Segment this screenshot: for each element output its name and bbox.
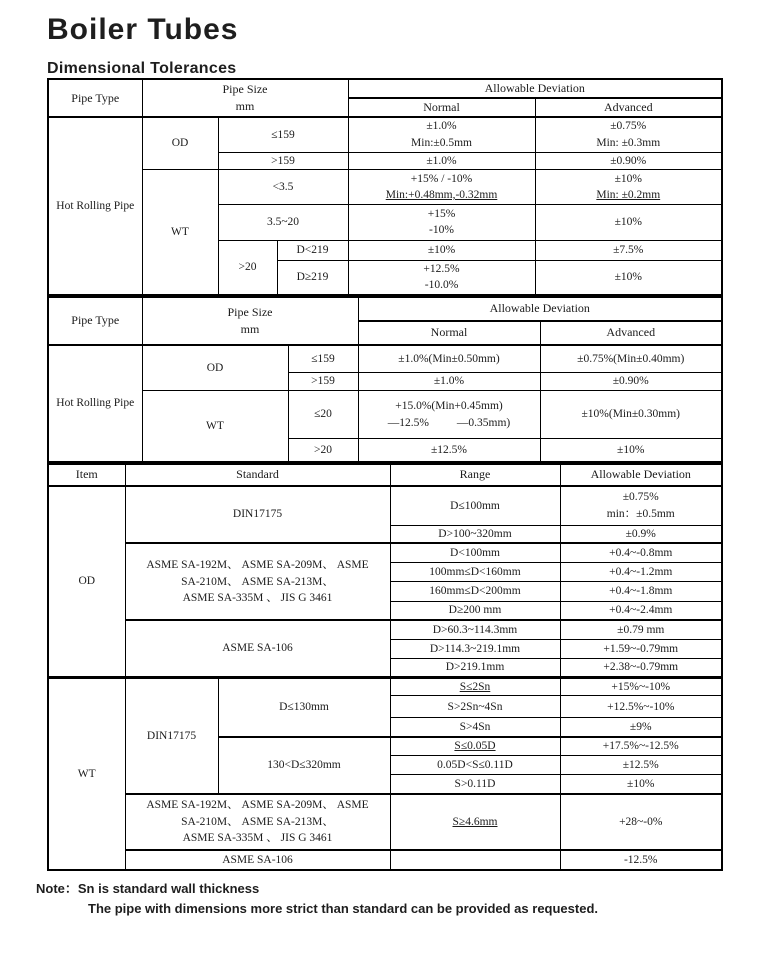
t3-od-r6-deviation: +0.4~-2.4mm bbox=[560, 601, 722, 620]
t1-r4-size: 3.5~20 bbox=[218, 204, 348, 240]
t2-header-pipe-size-label: Pipe Size bbox=[227, 304, 273, 319]
t2-r3-normal-l2b: —0.35mm) bbox=[456, 416, 511, 429]
t2-pipe-type-value: Hot Rolling Pipe bbox=[48, 345, 142, 462]
t1-r5-normal: ±10% bbox=[348, 240, 535, 260]
t3-item-od: OD bbox=[48, 486, 125, 678]
t2-header-normal: Normal bbox=[358, 321, 540, 345]
t3-od-asme-l3: ASME SA-335M 、 JIS G 3461 bbox=[182, 592, 333, 605]
t1-header-advanced: Advanced bbox=[535, 98, 722, 117]
t1-r3-advanced bbox=[535, 169, 722, 204]
t3-wt-r1-range bbox=[390, 677, 560, 695]
t1-r6-normal-l2: -10.0% bbox=[424, 279, 459, 292]
t3-od-r1-deviation-l2: min：±0.5mm bbox=[606, 507, 675, 520]
t3-header-item: Item bbox=[48, 464, 125, 486]
t3-od-r4-range: 100mm≤D<160mm bbox=[390, 562, 560, 581]
t2-r3-normal-l2a: —12.5% bbox=[387, 416, 429, 429]
t1-r1-size: ≤159 bbox=[218, 117, 348, 152]
t2-r1-normal: ±1.0%(Min±0.50mm) bbox=[358, 345, 540, 373]
t1-r2-normal: ±1.0% bbox=[348, 152, 535, 169]
table-tolerance-1 bbox=[47, 78, 723, 296]
t1-wt-label: WT bbox=[142, 169, 218, 294]
t3-wt-r2-range: S>2Sn~4Sn bbox=[390, 696, 560, 718]
t1-r1-advanced bbox=[535, 117, 722, 152]
t3-od-r3-range: D<100mm bbox=[390, 543, 560, 562]
t1-r1-normal-l2: Min:±0.5mm bbox=[411, 136, 472, 149]
t3-wt-r7-deviation: +28~-0% bbox=[560, 794, 722, 850]
t3-wt-size1: D≤130mm bbox=[218, 677, 390, 736]
t3-od-asme-l1: ASME SA-192M、 ASME SA-209M、 ASME bbox=[146, 559, 369, 572]
t3-wt-r6-deviation: ±10% bbox=[560, 775, 722, 794]
t3-wt-asme-l2: SA-210M、 ASME SA-213M、 bbox=[181, 815, 334, 828]
t3-od-r9-deviation: +2.38~-0.79mm bbox=[560, 658, 722, 677]
t1-header-deviation: Allowable Deviation bbox=[348, 79, 722, 98]
t3-header-deviation: Allowable Deviation bbox=[560, 464, 722, 486]
t3-wt-r1-deviation: +15%~-10% bbox=[560, 677, 722, 695]
t3-wt-r5-deviation: ±12.5% bbox=[560, 756, 722, 775]
t1-r4-normal-l1: +15% bbox=[427, 208, 456, 221]
t3-header-standard: Standard bbox=[125, 464, 390, 486]
t1-r6-normal-l1: +12.5% bbox=[423, 262, 460, 275]
t2-r1-advanced: ±0.75%(Min±0.40mm) bbox=[540, 345, 722, 373]
t3-od-r1-deviation-l1: ±0.75% bbox=[622, 491, 659, 504]
t1-pipe-type-value: Hot Rolling Pipe bbox=[48, 117, 142, 294]
t1-header-pipe-type: Pipe Type bbox=[48, 79, 142, 117]
t3-od-din-standard: DIN17175 bbox=[125, 486, 390, 544]
t3-od-sa106-standard: ASME SA-106 bbox=[125, 620, 390, 677]
t2-r4-advanced: ±10% bbox=[540, 439, 722, 462]
t3-wt-r3-range: S>4Sn bbox=[390, 718, 560, 737]
t2-r3-advanced: ±10%(Min±0.30mm) bbox=[540, 391, 722, 439]
t2-r3-normal-l2 bbox=[359, 415, 540, 431]
t1-r5-size-group: >20 bbox=[218, 240, 277, 294]
t3-od-r1-range: D≤100mm bbox=[390, 486, 560, 526]
t3-wt-r5-range: 0.05D<S≤0.11D bbox=[390, 756, 560, 775]
t3-wt-asme-l1: ASME SA-192M、 ASME SA-209M、 ASME bbox=[146, 799, 369, 812]
t3-wt-r4-range bbox=[390, 737, 560, 756]
t3-wt-r7-range-text: S≥4.6mm bbox=[452, 815, 498, 828]
t2-r3-size: ≤20 bbox=[288, 391, 358, 439]
t2-wt-label: WT bbox=[142, 391, 288, 462]
t3-wt-size2: 130<D≤320mm bbox=[218, 737, 390, 794]
t1-od-label: OD bbox=[142, 117, 218, 169]
t2-header-deviation: Allowable Deviation bbox=[358, 297, 722, 321]
t3-header-range: Range bbox=[390, 464, 560, 486]
table-tolerance-2 bbox=[47, 296, 723, 463]
t3-od-asme-standard bbox=[125, 543, 390, 620]
t3-od-r2-deviation: ±0.9% bbox=[560, 526, 722, 544]
t2-header-pipe-size bbox=[142, 297, 358, 345]
t3-wt-r4-deviation: +17.5%~-12.5% bbox=[560, 737, 722, 756]
t1-r1-normal-l1: ±1.0% bbox=[426, 120, 457, 133]
t1-r1-advanced-l2: Min: ±0.3mm bbox=[596, 136, 661, 149]
t1-r6-advanced: ±10% bbox=[535, 260, 722, 294]
t3-wt-asme-standard bbox=[125, 794, 390, 850]
t2-header-advanced: Advanced bbox=[540, 321, 722, 345]
t3-od-r5-deviation: +0.4~-1.8mm bbox=[560, 581, 722, 601]
t1-r3-normal bbox=[348, 169, 535, 204]
t2-r2-advanced: ±0.90% bbox=[540, 373, 722, 391]
t2-r3-normal bbox=[358, 391, 540, 439]
t3-wt-r3-deviation: ±9% bbox=[560, 718, 722, 737]
t1-header-pipe-size-unit: mm bbox=[235, 99, 255, 114]
t1-r1-normal bbox=[348, 117, 535, 152]
t1-r3-size: <3.5 bbox=[218, 169, 348, 204]
t1-r6-size-sub: D≥219 bbox=[277, 260, 348, 294]
t2-r4-size: >20 bbox=[288, 439, 358, 462]
t2-r2-normal: ±1.0% bbox=[358, 373, 540, 391]
t2-r1-size: ≤159 bbox=[288, 345, 358, 373]
t1-r4-normal bbox=[348, 204, 535, 240]
t3-item-wt: WT bbox=[48, 677, 125, 869]
page-subtitle: Dimensional Tolerances bbox=[47, 60, 237, 77]
t3-od-r6-range: D≥200 mm bbox=[390, 601, 560, 620]
t3-wt-r6-range: S>0.11D bbox=[390, 775, 560, 794]
t3-od-r3-deviation: +0.4~-0.8mm bbox=[560, 543, 722, 562]
t1-r4-normal-l2: -10% bbox=[429, 224, 454, 237]
t3-wt-r1-range-text: S≤2Sn bbox=[459, 680, 491, 693]
t1-r3-normal-l2: Min:+0.48mm,-0.32mm bbox=[385, 188, 498, 201]
t3-wt-din-standard: DIN17175 bbox=[125, 677, 218, 793]
t2-od-label: OD bbox=[142, 345, 288, 391]
t3-od-r5-range: 160mm≤D<200mm bbox=[390, 581, 560, 601]
t3-od-r4-deviation: +0.4~-1.2mm bbox=[560, 562, 722, 581]
t3-od-r1-deviation bbox=[560, 486, 722, 526]
t1-r2-advanced: ±0.90% bbox=[535, 152, 722, 169]
t1-r1-advanced-l1: ±0.75% bbox=[610, 120, 647, 133]
t1-r3-advanced-l2: Min: ±0.2mm bbox=[596, 188, 661, 201]
t3-wt-r4-range-text: S≤0.05D bbox=[454, 740, 496, 753]
t3-wt-r8-deviation: -12.5% bbox=[560, 850, 722, 870]
t3-od-r2-range: D>100~320mm bbox=[390, 526, 560, 544]
note-line-2: The pipe with dimensions more strict than standard can be provided as requested. bbox=[88, 900, 598, 916]
t1-header-pipe-size-label: Pipe Size bbox=[222, 82, 268, 96]
t3-od-r8-deviation: +1.59~-0.79mm bbox=[560, 639, 722, 658]
t3-wt-r2-deviation: +12.5%~-10% bbox=[560, 696, 722, 718]
t1-header-normal: Normal bbox=[348, 98, 535, 117]
note-line-1: Note：Sn is standard wall thickness bbox=[36, 880, 260, 896]
t2-header-pipe-type: Pipe Type bbox=[48, 297, 142, 345]
t3-od-r9-range: D>219.1mm bbox=[390, 658, 560, 677]
t3-wt-r8-range bbox=[390, 850, 560, 870]
page-title: Boiler Tubes bbox=[47, 13, 239, 46]
t3-wt-sa106-standard: ASME SA-106 bbox=[125, 850, 390, 870]
t1-r2-size: >159 bbox=[218, 152, 348, 169]
t2-r3-normal-l1: +15.0%(Min+0.45mm) bbox=[395, 400, 503, 413]
t1-r5-size-sub: D<219 bbox=[277, 240, 348, 260]
t3-od-asme-l2: SA-210M、 ASME SA-213M、 bbox=[181, 575, 334, 588]
t1-r3-advanced-l1: ±10% bbox=[614, 172, 642, 185]
t1-r5-advanced: ±7.5% bbox=[535, 240, 722, 260]
t3-wt-r7-range bbox=[390, 794, 560, 850]
t3-wt-asme-l3: ASME SA-335M 、 JIS G 3461 bbox=[182, 831, 333, 844]
t1-header-pipe-size bbox=[142, 79, 348, 117]
t1-r3-normal-l1: +15% / -10% bbox=[410, 172, 473, 185]
t2-r4-normal: ±12.5% bbox=[358, 439, 540, 462]
t1-r4-advanced: ±10% bbox=[535, 204, 722, 240]
t3-od-r8-range: D>114.3~219.1mm bbox=[390, 639, 560, 658]
t2-r2-size: >159 bbox=[288, 373, 358, 391]
t1-r6-normal bbox=[348, 260, 535, 294]
t2-header-pipe-size-unit: mm bbox=[240, 321, 260, 336]
t3-od-r7-deviation: ±0.79 mm bbox=[560, 620, 722, 639]
t3-od-r7-range: D>60.3~114.3mm bbox=[390, 620, 560, 639]
table-standards bbox=[47, 463, 723, 871]
